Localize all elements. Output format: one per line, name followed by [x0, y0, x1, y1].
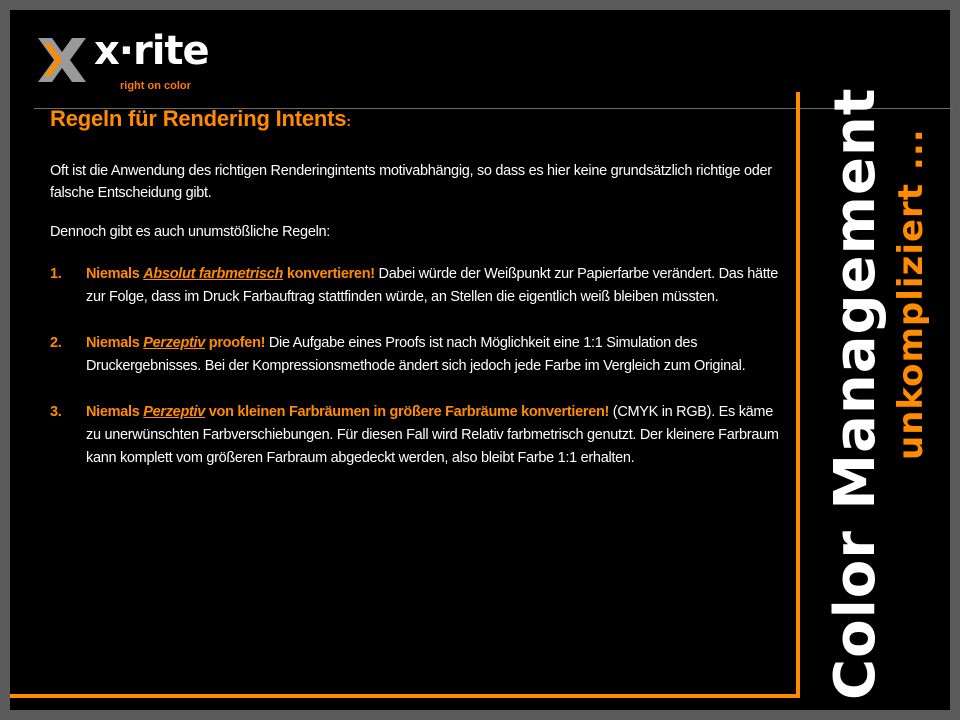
- rule-number: 3.: [50, 404, 62, 420]
- rule-lead: Niemals: [86, 266, 144, 282]
- rule-body: (CMYK in RGB). Es käme zu unerwünschten Farbverschiebungen. Für diesen Fall wird Relativ farbmetrisch genutzt. Der kleinere Farbraum kann komplett vom größeren Farbraum abgedeckt werden, also bleibt Farbe 1:1 erhalten.: [86, 404, 779, 466]
- orange-frame-right: [796, 92, 800, 698]
- side-title: [815, 70, 945, 700]
- orange-frame-bottom: [10, 694, 800, 698]
- rule-lead: Niemals: [86, 404, 144, 420]
- side-title-sub: unkompliziert ...: [891, 128, 931, 460]
- logo-tagline: right on color: [120, 80, 191, 92]
- page-title: [50, 106, 790, 132]
- rule-number: 2.: [50, 335, 62, 351]
- rule-body: Die Aufgabe eines Proofs ist nach Möglichkeit eine 1:1 Simulation des Druckergebnisses. Bei der Kompressionsmethode ändert sich jedoch jede Farbe im Vergleich zum Original.: [86, 335, 746, 374]
- rule-keyword: Perzeptiv: [143, 404, 206, 420]
- x-rite-logo: [34, 28, 224, 94]
- rule-number: 1.: [50, 266, 62, 282]
- page-title-colon: :: [346, 113, 351, 129]
- rule-item: [50, 332, 790, 378]
- slide: [10, 10, 950, 710]
- x-rite-logo-icon: [34, 34, 90, 86]
- rule-body: Dabei würde der Weißpunkt zur Papierfarbe verändert. Das hätte zur Folge, dass im Druck Farbauftrag stattfinden würde, an Stellen die eigentlich weiß bleiben müssten.: [86, 266, 778, 305]
- logo-wordmark: x·rite: [94, 28, 209, 74]
- rules-intro: Dennoch gibt es auch unumstößliche Regeln:: [50, 224, 330, 240]
- rule-item: [50, 401, 790, 470]
- rule-lead: Niemals: [86, 335, 144, 351]
- intro-paragraph: Oft ist die Anwendung des richtigen Renderingintents motivabhängig, so dass es hier keine grundsätzlich richtige oder falsche Entscheidung gibt.: [50, 163, 772, 201]
- rule-lead-end: von kleinen Farbräumen in größere Farbräume konvertieren!: [205, 404, 610, 420]
- side-title-main: Color Management: [823, 87, 888, 700]
- side-title-rotated: [815, 70, 945, 700]
- rule-lead-end: konvertieren!: [283, 266, 375, 282]
- rule-keyword: Absolut farbmetrisch: [143, 266, 284, 282]
- rule-item: [50, 263, 790, 309]
- rule-keyword: Perzeptiv: [143, 335, 206, 351]
- page-title-text: Regeln für Rendering Intents: [50, 106, 347, 131]
- slide-content: [50, 106, 790, 493]
- rule-lead-end: proofen!: [205, 335, 266, 351]
